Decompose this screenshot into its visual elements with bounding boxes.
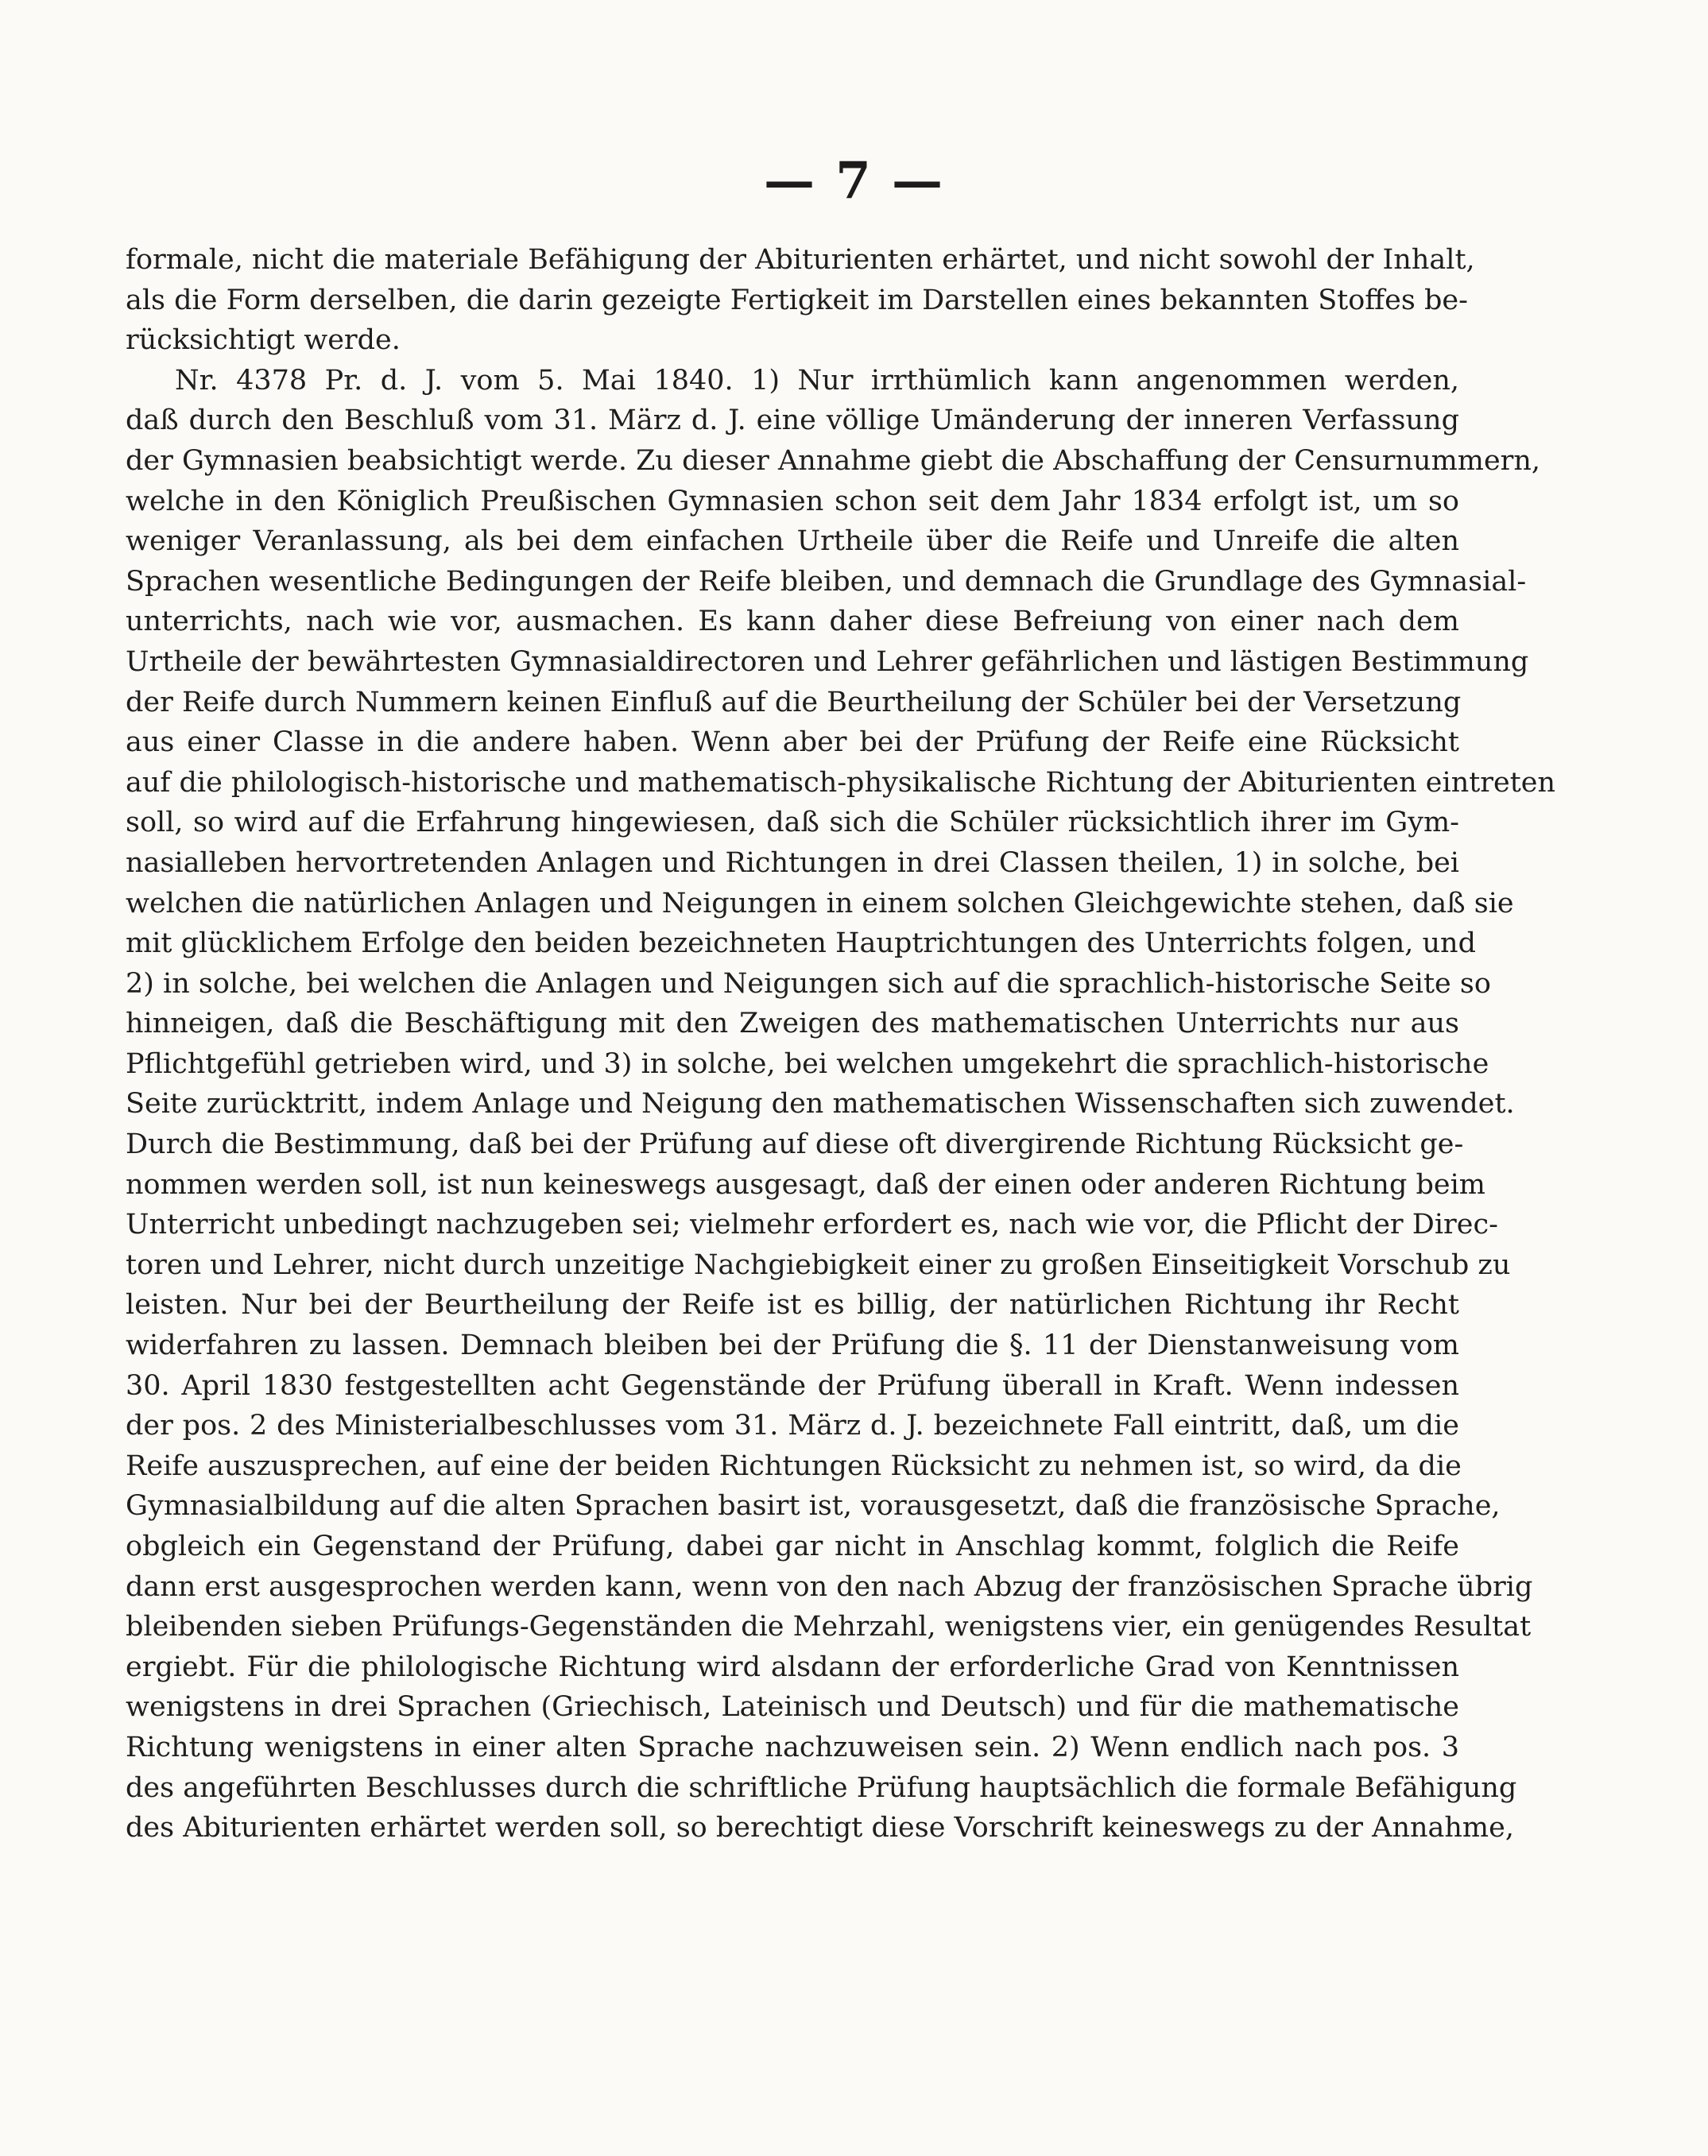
- text-line: Durch die Bestimmung, daß bei der Prüfung auf diese oft divergirende Richtung Rücksicht ge-: [126, 1128, 1464, 1161]
- text-line: des Abiturienten erhärtet werden soll, so berechtigt diese Vorschrift keineswegs zu der Annahme,: [126, 1812, 1514, 1844]
- text-line: formale, nicht die materiale Befähigung der Abiturienten erhärtet, und nicht sowohl der Inhalt,: [126, 244, 1475, 276]
- text-line: Seite zurücktritt, indem Anlage und Neigung den mathematischen Wissenschaften sich zuwendet.: [126, 1088, 1515, 1121]
- text-line: 30. April 1830 festgestellten acht Gegenstände der Prüfung überall in Kraft. Wenn indessen: [126, 1369, 1459, 1402]
- text-line: Pflichtgefühl getrieben wird, und 3) in solche, bei welchen umgekehrt die sprachlich-historische: [126, 1047, 1489, 1080]
- text-line: auf die philologisch-historische und mathematisch-physikalische Richtung der Abiturienten eintreten: [126, 766, 1556, 799]
- text-line: unterrichts, nach wie vor, ausmachen. Es kann daher diese Befreiung von einer nach dem: [126, 606, 1459, 638]
- text-line: Urtheile der bewährtesten Gymnasialdirectoren und Lehrer gefährlichen und lästigen Bestimmung: [126, 645, 1529, 678]
- text-line: Reife auszusprechen, auf eine der beiden Richtungen Rücksicht zu nehmen ist, so wird, da die: [126, 1450, 1462, 1482]
- text-line: weniger Veranlassung, als bei dem einfachen Urtheile über die Reife und Unreife die alten: [126, 525, 1459, 558]
- text-line: wenigstens in drei Sprachen (Griechisch, Lateinisch und Deutsch) und für die mathematische: [126, 1691, 1459, 1724]
- text-line: welchen die natürlichen Anlagen und Neigungen in einem solchen Gleichgewichte stehen, daß sie: [126, 887, 1514, 919]
- text-line: soll, so wird auf die Erfahrung hingewiesen, daß sich die Schüler rücksichtlich ihrer im Gym-: [126, 807, 1459, 839]
- page-number: — 7 —: [763, 151, 945, 211]
- text-line: dann erst ausgesprochen werden kann, wenn von den nach Abzug der französischen Sprache übrig: [126, 1570, 1533, 1603]
- text-line: der Reife durch Nummern keinen Einfluß auf die Beurtheilung der Schüler bei der Versetzung: [126, 686, 1462, 718]
- text-line: hinneigen, daß die Beschäftigung mit den Zweigen des mathematischen Unterrichts nur aus: [126, 1008, 1459, 1040]
- text-line: Unterricht unbedingt nachzugeben sei; vielmehr erfordert es, nach wie vor, die Pflicht der Direc-: [126, 1209, 1498, 1241]
- text-line: mit glücklichem Erfolge den beiden bezeichneten Hauptrichtungen des Unterrichts folgen, und: [126, 927, 1477, 960]
- body-text: [126, 240, 1556, 1848]
- text-line: daß durch den Beschluß vom 31. März d. J. eine völlige Umänderung der inneren Verfassung: [126, 404, 1459, 437]
- text-line: toren und Lehrer, nicht durch unzeitige Nachgiebigkeit einer zu großen Einseitigkeit Vorschub zu: [126, 1248, 1511, 1281]
- text-line: der pos. 2 des Ministerialbeschlusses vom 31. März d. J. bezeichnete Fall eintritt, daß, um die: [126, 1410, 1459, 1442]
- text-line: des angeführten Beschlusses durch die schriftliche Prüfung hauptsächlich die formale Befähigung: [126, 1771, 1517, 1804]
- text-line: 2) in solche, bei welchen die Anlagen und Neigungen sich auf die sprachlich-historische Seite so: [126, 967, 1491, 1000]
- text-line: Nr. 4378 Pr. d. J. vom 5. Mai 1840. 1) Nur irrthümlich kann angenommen werden,: [175, 364, 1459, 397]
- text-line: aus einer Classe in die andere haben. Wenn aber bei der Prüfung der Reife eine Rücksicht: [126, 726, 1459, 759]
- text-line: nommen werden soll, ist nun keineswegs ausgesagt, daß der einen oder anderen Richtung beim: [126, 1168, 1485, 1201]
- text-line: bleibenden sieben Prüfungs-Gegenständen die Mehrzahl, wenigstens vier, ein genügendes Resultat: [126, 1611, 1532, 1643]
- text-line: Richtung wenigstens in einer alten Sprache nachzuweisen sein. 2) Wenn endlich nach pos. 3: [126, 1731, 1459, 1763]
- text-line: welche in den Königlich Preußischen Gymnasien schon seit dem Jahr 1834 erfolgt ist, um so: [126, 485, 1459, 517]
- text-line: der Gymnasien beabsichtigt werde. Zu dieser Annahme giebt die Abschaffung der Censurnummern,: [126, 444, 1541, 477]
- text-line: als die Form derselben, die darin gezeigte Fertigkeit im Darstellen eines bekannten Stoffes be-: [126, 284, 1468, 316]
- text-line: rücksichtigt werde.: [126, 324, 401, 357]
- text-line: Sprachen wesentliche Bedingungen der Reife bleiben, und demnach die Grundlage des Gymnasial-: [126, 565, 1527, 598]
- text-line: nasialleben hervortretenden Anlagen und Richtungen in drei Classen theilen, 1) in solche, bei: [126, 846, 1459, 879]
- text-line: leisten. Nur bei der Beurtheilung der Reife ist es billig, der natürlichen Richtung ihr Recht: [126, 1289, 1459, 1322]
- text-line: obgleich ein Gegenstand der Prüfung, dabei gar nicht in Anschlag kommt, folglich die Reife: [126, 1531, 1459, 1562]
- text-line: Gymnasialbildung auf die alten Sprachen basirt ist, vorausgesetzt, daß die französische Sprache,: [126, 1490, 1501, 1523]
- text-line: widerfahren zu lassen. Demnach bleiben bei der Prüfung die §. 11 der Dienstanweisung vom: [126, 1330, 1459, 1362]
- text-line: ergiebt. Für die philologische Richtung wird alsdann der erforderliche Grad von Kenntnissen: [126, 1651, 1459, 1683]
